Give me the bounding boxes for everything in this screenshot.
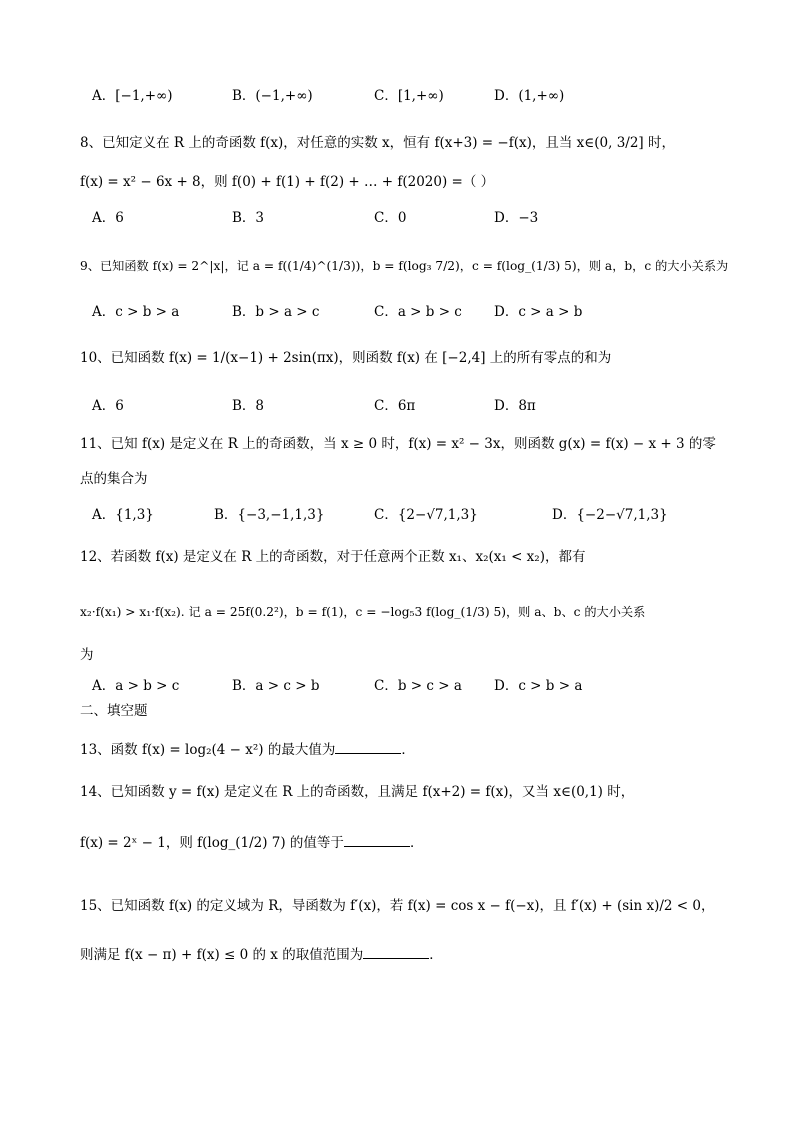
q9-options [92,302,752,322]
q9-option-d: D．c > a > b [494,304,583,320]
q15-stem-line2 [80,945,443,965]
q10-option-c: C．6π [374,398,416,414]
q12-option-a: A．a > b > c [92,678,180,694]
q11-option-a: A．{1,3} [92,507,154,523]
q7-option-b: B．(−1,+∞) [232,88,313,104]
q8-option-d: D．−3 [494,210,539,226]
q12-option-c: C．b > c > a [374,678,462,694]
q7-options [92,86,752,106]
q12-option-b: B．a > c > b [232,678,320,694]
q8-option-a: A．6 [92,210,124,226]
q12-options [92,676,752,696]
q7-option-a: A．[−1,+∞) [92,88,173,104]
q15-answer-blank[interactable] [363,946,429,959]
q14-tail: ． [409,835,424,851]
q9-option-c: C．a > b > c [374,304,462,320]
q11-options [92,505,752,525]
q8-option-c: C．0 [374,210,407,226]
q10-option-b: B．8 [232,398,265,414]
q8-stem-line1: 8、已知定义在 R 上的奇函数 f(x)，对任意的实数 x，恒有 f(x+3) = −f(x)，且当 x∈(0, 3/2] 时， [80,135,675,151]
section-title-fill-in: 二、填空题 [80,703,148,719]
q15-tail: ． [429,947,443,963]
q10-stem: 10、已知函数 f(x) = 1/(x−1) + 2sin(πx)，则函数 f(x) 在 [−2,4] 上的所有零点的和为 [80,350,612,366]
q8-option-b: B．3 [232,210,265,226]
q12-stem-line1: 12、若函数 f(x) 是定义在 R 上的奇函数，对于任意两个正数 x₁、x₂(x₁ < x₂)，都有 [80,549,586,565]
q9-stem: 9、已知函数 f(x) = 2^|x|，记 a = f((1/4)^(1/3))，b = f(log₃ 7/2)，c = f(log_(1/3) 5)，则 a，b，c 的大小关系为 [80,259,729,273]
q11-option-d: D．{−2−√7,1,3} [552,507,668,523]
q15-text: 则满足 f(x − π) + f(x) ≤ 0 的 x 的取值范围为 [80,947,364,963]
q10-option-d: D．8π [494,398,536,414]
q11-stem-line1: 11、已知 f(x) 是定义在 R 上的奇函数，当 x ≥ 0 时，f(x) = x² − 3x，则函数 g(x) = f(x) − x + 3 的零 [80,436,716,452]
q12-stem-line3: 为 [80,647,94,663]
q8-options [92,208,752,228]
q13-stem [80,740,415,760]
q14-stem-line2 [80,833,423,853]
q9-option-b: B．b > a > c [232,304,320,320]
q12-option-d: D．c > b > a [494,678,583,694]
q7-option-d: D．(1,+∞) [494,88,565,104]
q14-stem-line1: 14、已知函数 y = f(x) 是定义在 R 上的奇函数，且满足 f(x+2) = f(x)，又当 x∈(0,1) 时， [80,784,635,800]
q11-option-c: C．{2−√7,1,3} [374,507,478,523]
q15-stem-line1: 15、已知函数 f(x) 的定义域为 R，导函数为 f′(x)，若 f(x) = cos x − f(−x)，且 f′(x) + (sin x)/2 < 0， [80,898,715,914]
q11-stem-line2: 点的集合为 [80,471,148,487]
q13-tail: ． [401,742,415,758]
q11-option-b: B．{−3,−1,1,3} [214,507,325,523]
q13-text: 13、函数 f(x) = log₂(4 − x²) 的最大值为 [80,742,336,758]
q14-text: f(x) = 2ˣ − 1，则 f(log_(1/2) 7) 的值等于 [80,835,344,851]
q13-answer-blank[interactable] [335,741,401,754]
q10-options [92,396,752,416]
q7-option-c: C．[1,+∞) [374,88,444,104]
q8-stem-line2: f(x) = x² − 6x + 8，则 f(0) + f(1) + f(2) + … + f(2020) =（ ） [80,174,495,190]
q12-stem-line2: x₂·f(x₁) > x₁·f(x₂). 记 a = 25f(0.2²)，b = f(1)，c = −log₅3 f(log_(1/3) 5)，则 a、b、c 的大小关系 [80,605,646,619]
q9-option-a: A．c > b > a [92,304,180,320]
q10-option-a: A．6 [92,398,124,414]
q14-answer-blank[interactable] [344,834,410,847]
